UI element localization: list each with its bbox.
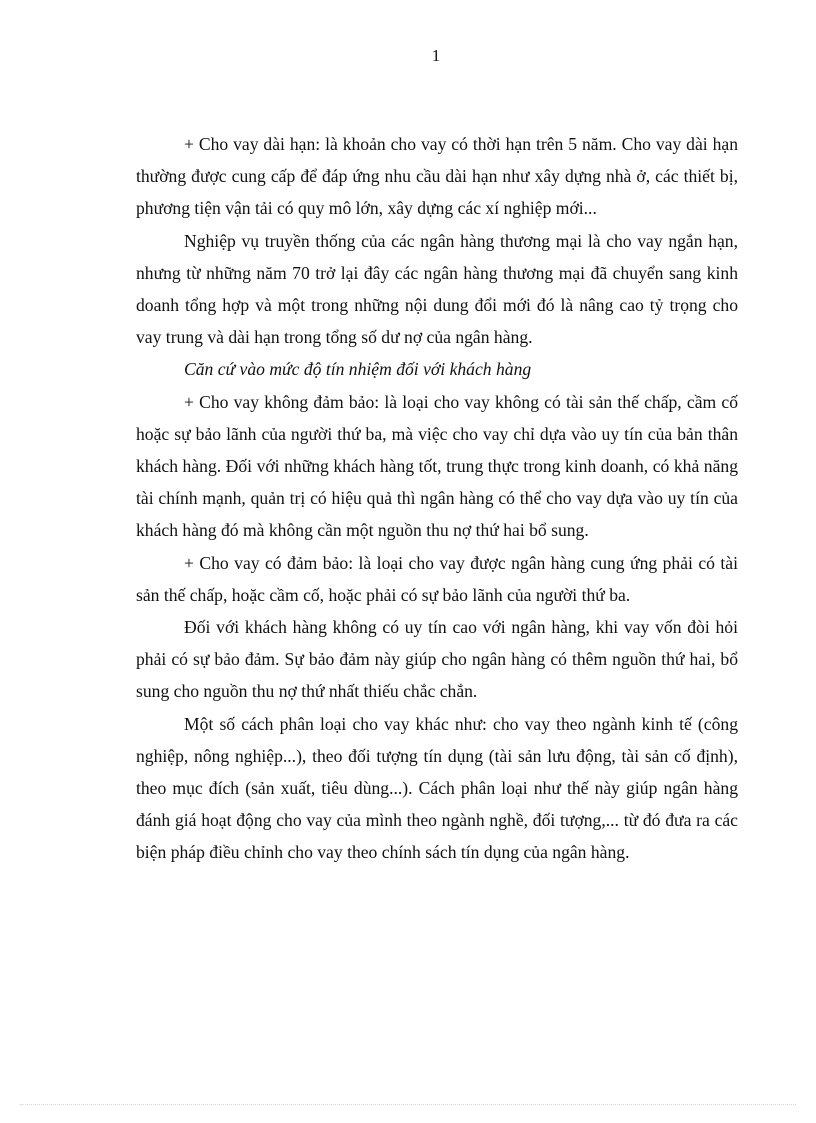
section-heading-creditworthiness: Căn cứ vào mức độ tín nhiệm đối với khách hàng xyxy=(184,359,532,380)
paragraph-secured-loans: + Cho vay có đảm bảo: là loại cho vay được ngân hàng cung ứng phải có tài sản thế chấp, hoặc cầm cố, hoặc phải có sự bảo lãnh của người thứ ba. xyxy=(136,552,738,605)
document-body xyxy=(136,128,738,869)
paragraph-traditional-operations: Nghiệp vụ truyền thống của các ngân hàng thương mại là cho vay ngắn hạn, nhưng từ những năm 70 trở lại đây các ngân hàng thương mại đã chuyển sang kinh doanh tổng hợp và một trong những nội dung đổi mới đó là nâng cao tỷ trọng cho vay trung và dài hạn trong tổng số dư nợ của ngân hàng. xyxy=(136,230,738,348)
page-bottom-divider xyxy=(20,1104,796,1105)
paragraph-long-term-loans: + Cho vay dài hạn: là khoản cho vay có thời hạn trên 5 năm. Cho vay dài hạn thường được cung cấp để đáp ứng nhu cầu dài hạn như xây dựng nhà ở, các thiết bị, phương tiện vận tải có quy mô lớn, xây dựng các xí nghiệp mới... xyxy=(136,134,738,219)
paragraph-collateral-requirement: Đối với khách hàng không có uy tín cao với ngân hàng, khi vay vốn đòi hỏi phải có sự bảo đảm. Sự bảo đảm này giúp cho ngân hàng có thêm nguồn thứ hai, bổ sung cho nguồn thu nợ thứ nhất thiếu chắc chắn. xyxy=(136,617,738,702)
paragraph-unsecured-loans: + Cho vay không đảm bảo: là loại cho vay không có tài sản thế chấp, cầm cố hoặc sự bảo lãnh của người thứ ba, mà việc cho vay chỉ dựa vào uy tín của bản thân khách hàng. Đối với những khách hàng tốt, trung thực trong kinh doanh, có khả năng tài chính mạnh, quản trị có hiệu quả thì ngân hàng có thể cho vay dựa vào uy tín của khách hàng đó mà không cần một nguồn thu nợ thứ hai bổ sung. xyxy=(136,391,738,541)
paragraph-other-classifications: Một số cách phân loại cho vay khác như: cho vay theo ngành kinh tế (công nghiệp, nông nghiệp...), theo đối tượng tín dụng (tài sản lưu động, tài sản cố định), theo mục đích (sản xuất, tiêu dùng...). Cách phân loại như thế này giúp ngân hàng đánh giá hoạt động cho vay của mình theo ngành nghề, đối tượng,... từ đó đưa ra các biện pháp điều chỉnh cho vay theo chính sách tín dụng của ngân hàng. xyxy=(136,713,738,863)
page-number: 1 xyxy=(431,46,441,65)
